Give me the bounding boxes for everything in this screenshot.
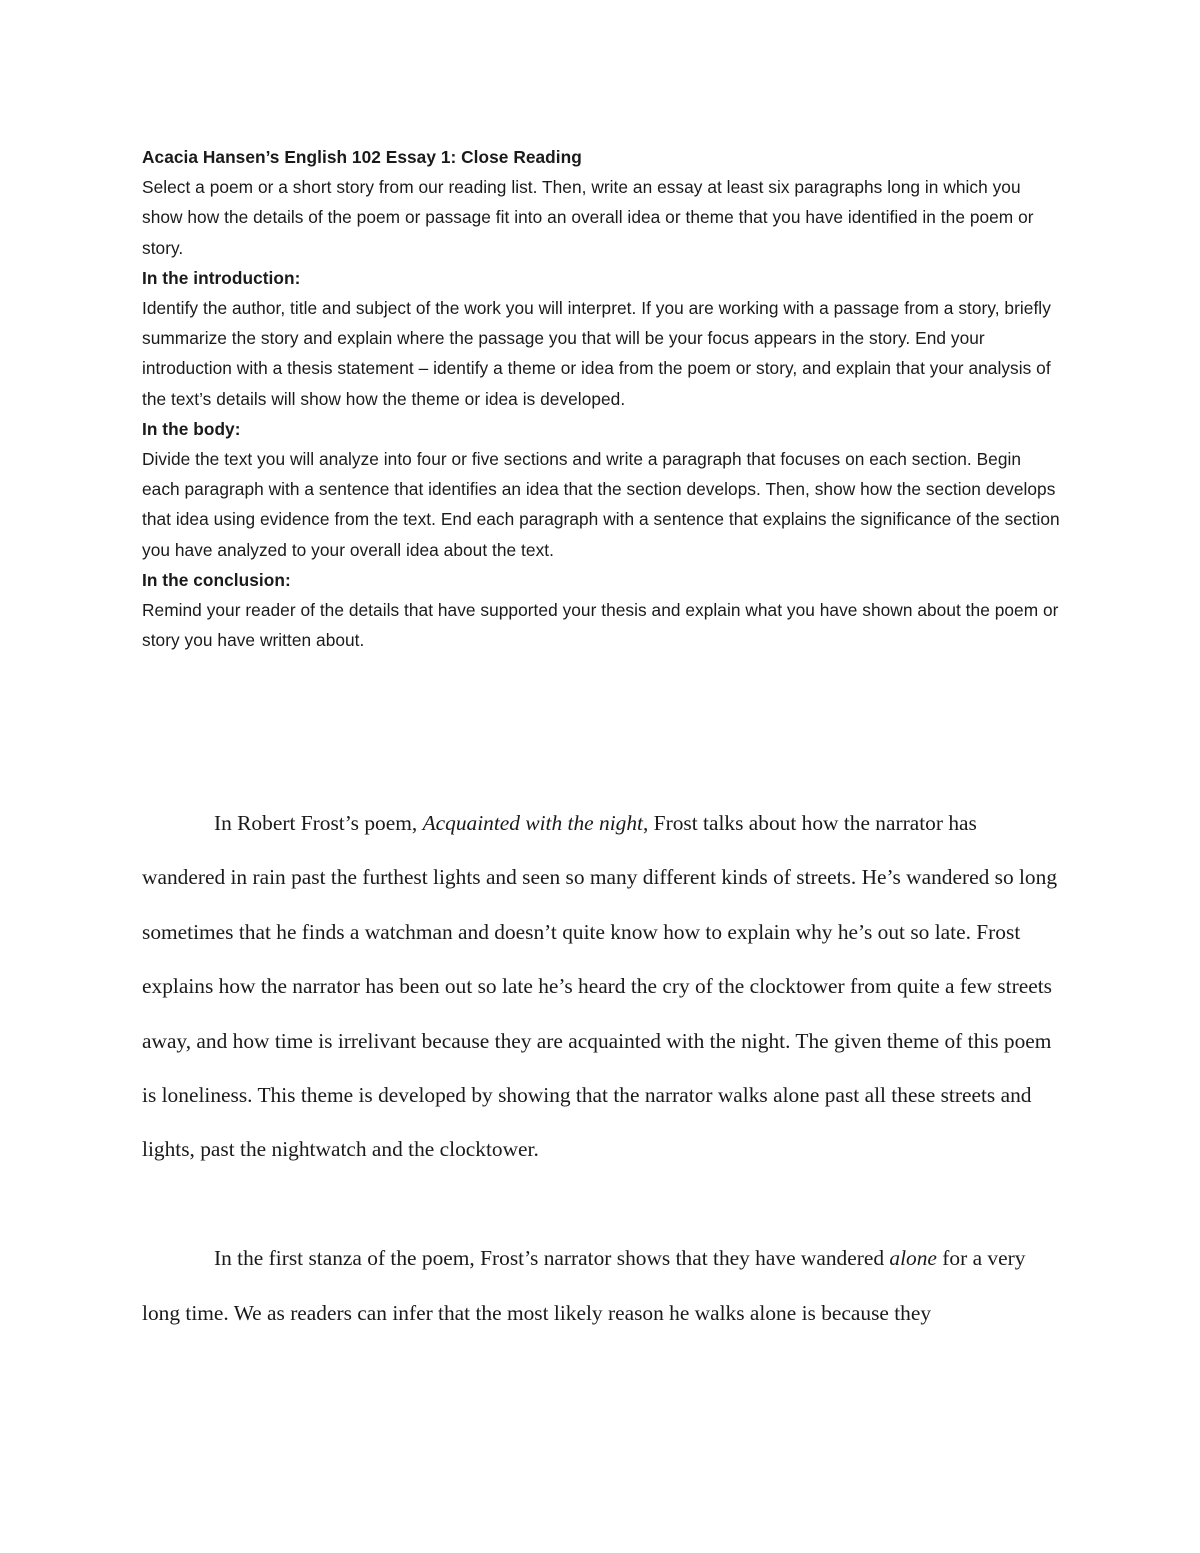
essay-p2-start: In the first stanza of the poem, Frost’s narrator shows that they have wandered [214,1246,890,1271]
essay-p2-rest: for a very long time. We as readers can infer that the most likely reason he walks alone is because they [142,1246,1026,1325]
introduction-heading: In the introduction: [142,267,301,288]
assignment-title: Acacia Hansen’s English 102 Essay 1: Close Reading [142,147,582,167]
essay-body [142,796,1064,1340]
essay-p1-start: In Robert Frost’s poem, [214,811,423,835]
conclusion-heading: In the conclusion: [142,569,291,590]
assignment-intro: Select a poem or a short story from our reading list. Then, write an essay at least six paragraphs long in which you show how the details of the poem or passage fit into an overall idea or theme that you have identified in the poem or story. [142,177,1034,258]
conclusion-instructions: Remind your reader of the details that have supported your thesis and explain what you have shown about the poem or story you have written about. [142,600,1059,651]
introduction-instructions: Identify the author, title and subject of the work you will interpret. If you are working with a passage from a story, briefly summarize the story and explain where the passage you that will be your focus appears in the story. End your introduction with a thesis statement – identify a theme or idea from the poem or story, and explain that your analysis of the text’s details will show how the theme or idea is developed. [142,298,1051,409]
emphasis-alone: alone [889,1246,937,1271]
poem-title: Acquainted with the night [422,811,643,835]
essay-paragraph-1 [142,796,1064,1177]
assignment-prompt [142,142,1062,655]
body-instructions: Divide the text you will analyze into four or five sections and write a paragraph that focuses on each section. Begin each paragraph with a sentence that identifies an idea that the section develops. Then, show how the section develops that idea using evidence from the text. End each paragraph with a sentence that explains the significance of the section you have analyzed to your overall idea about the text. [142,449,1060,560]
essay-paragraph-2 [142,1231,1064,1340]
body-heading: In the body: [142,418,241,439]
essay-p1-rest: , Frost talks about how the narrator has wandered in rain past the furthest lights and seen so many different kinds of streets. He’s wandered so long sometimes that he finds a watchman and doesn’t quite know how to explain why he’s out so late. Frost explains how the narrator has been out so late he’s heard the cry of the clocktower from quite a few streets away, and how time is irrelivant because they are acquainted with the night. The given theme of this poem is loneliness. This theme is developed by showing that the narrator walks alone past all these streets and lights, past the nightwatch and the clocktower. [142,811,1058,1162]
